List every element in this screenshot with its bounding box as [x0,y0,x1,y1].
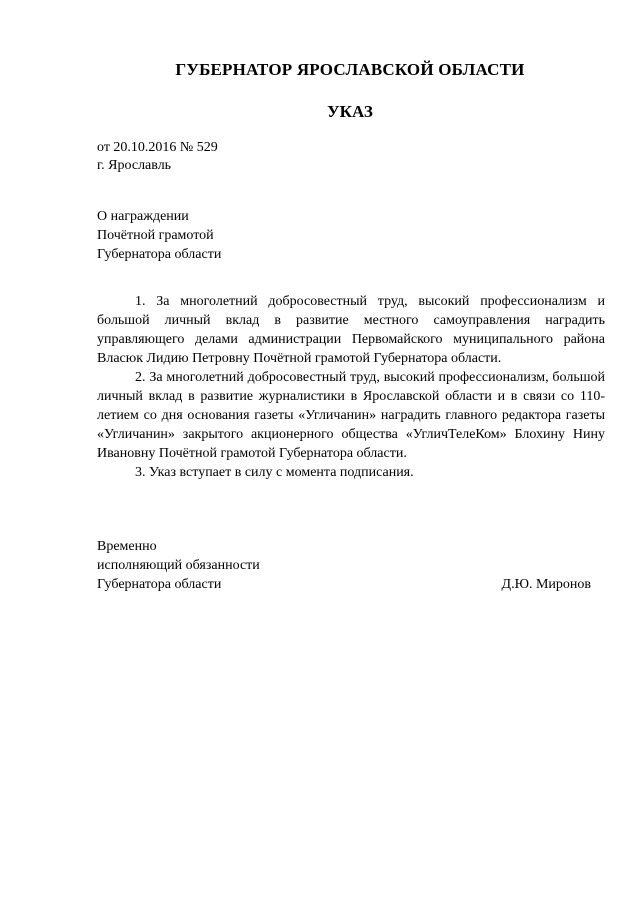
subject-line-1: О награждении [97,209,189,224]
paragraph-2: 2. За многолетний добросовестный труд, высокий профессионализм, большой личный вклад в развитие журналистики в Ярославской области и в связи со 110-летием со дня основания газеты «Угличанин» наградить главного редактора газеты «Угличанин» закрытого акционерного общества «УгличТелеКом» Блохину Нину Ивановну Почётной грамотой Губернатора области. [97,370,605,461]
paragraph-1: 1. За многолетний добросовестный труд, высокий профессионализм и большой личный вклад в развитие местного самоуправления наградить управляющего делами администрации Первомайского муниципального района Власюк Лидию Петровну Почётной грамотой Губернатора области. [97,294,605,366]
signature-row [97,575,591,594]
document-type-heading: УКАЗ [327,102,373,121]
subject-line-2: Почётной грамотой [97,228,214,243]
subject-line-3: Губернатора области [97,247,222,262]
document-subject [97,207,221,264]
paragraph-3: 3. Указ вступает в силу с момента подписания. [135,465,414,480]
signature-position-line-1: Временно [97,539,157,554]
city: г. Ярославль [97,158,172,173]
signature-block [97,537,591,594]
issuer-heading: ГУБЕРНАТОР ЯРОСЛАВСКОЙ ОБЛАСТИ [175,60,525,79]
date-number: от 20.10.2016 № 529 [97,140,218,155]
document-body [97,292,605,482]
signature-position-line-3: Губернатора области [97,577,222,592]
signatory-name: Д.Ю. Миронов [501,577,591,592]
signature-position-line-2: исполняющий обязанности [97,558,260,573]
